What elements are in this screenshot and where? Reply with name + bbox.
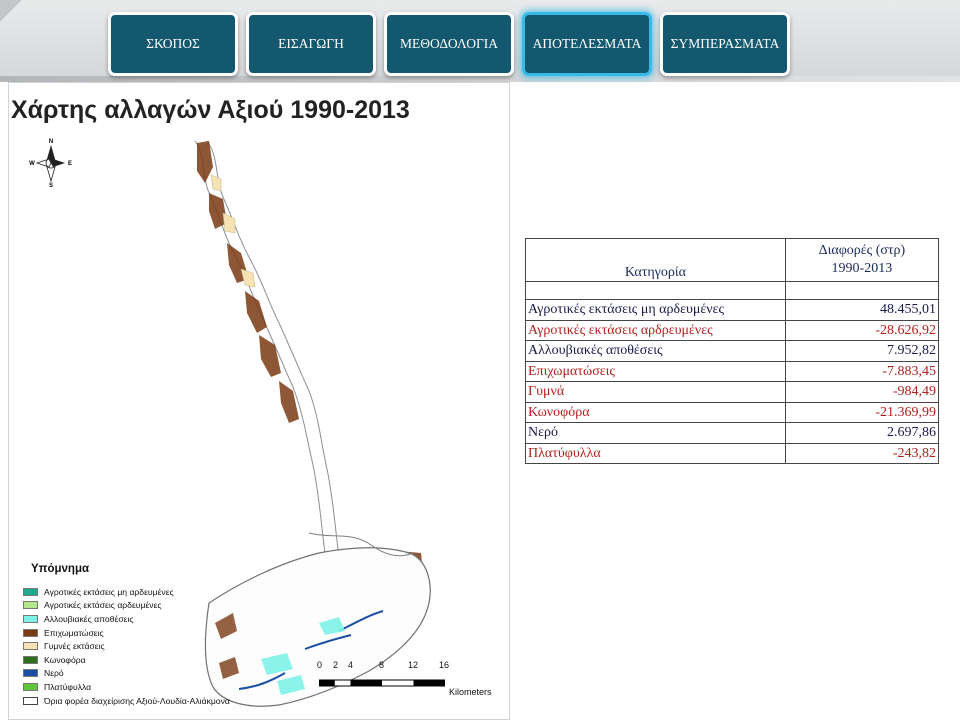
spacer-cell xyxy=(785,282,938,300)
compass-s-label: S xyxy=(48,183,54,187)
legend-swatch xyxy=(23,669,38,677)
table-row xyxy=(526,443,939,464)
scale-unit: Kilometers xyxy=(449,687,492,697)
legend-label: Αγροτικές εκτάσεις μη αρδευμένες xyxy=(44,586,174,597)
row-category: Επιχωματώσεις xyxy=(526,361,786,382)
scale-tick: 0 xyxy=(317,660,323,670)
legend-label: Επιχωματώσεις xyxy=(44,627,104,638)
nav-button-symperasmata[interactable]: ΣΥΜΠΕΡΑΣΜΑΤΑ xyxy=(660,12,790,76)
row-value: 2.697,86 xyxy=(785,423,938,444)
row-value: -7.883,45 xyxy=(785,361,938,382)
table-header-row xyxy=(526,239,939,282)
change-map-panel xyxy=(8,82,510,720)
compass-e-label: E xyxy=(67,161,73,167)
row-category: Κωνοφόρα xyxy=(526,402,786,423)
legend-item xyxy=(23,639,230,653)
scale-tick: 8 xyxy=(379,660,385,670)
nav-button-skopos[interactable]: ΣΚΟΠΟΣ xyxy=(108,12,238,76)
corner-decoration xyxy=(0,0,22,22)
map-legend xyxy=(23,563,230,707)
table-row xyxy=(526,300,939,321)
legend-swatch xyxy=(23,601,38,609)
legend-item xyxy=(23,667,230,681)
table-body xyxy=(526,282,939,464)
legend-label: Κωνοφόρα xyxy=(44,654,86,665)
table-row xyxy=(526,382,939,403)
table-spacer-row xyxy=(526,282,939,300)
legend-label: Αλλουβιακές αποθέσεις xyxy=(44,613,134,624)
legend-item xyxy=(23,653,230,667)
row-value: -984,49 xyxy=(785,382,938,403)
row-category: Αγροτικές εκτάσεις αρδρευμένες xyxy=(526,320,786,341)
nav-button-apotelesmata[interactable]: ΑΠΟΤΕΛΕΣΜΑΤΑ xyxy=(522,12,652,76)
change-statistics-table xyxy=(525,238,939,464)
legend-swatch xyxy=(23,629,38,637)
map-title: Χάρτης αλλαγών Αξιού 1990-2013 xyxy=(11,96,410,124)
legend-label: Αγροτικές εκτάσεις αρδευμένες xyxy=(44,600,162,611)
header-value-line2: 1990-2013 xyxy=(831,261,893,276)
row-value: -243,82 xyxy=(785,443,938,464)
legend-item xyxy=(23,694,230,708)
row-category: Αλλουβιακές αποθέσεις xyxy=(526,341,786,362)
legend-item xyxy=(23,612,230,626)
legend-label: Νερό xyxy=(44,668,64,679)
row-value: -21.369,99 xyxy=(785,402,938,423)
main-navigation xyxy=(108,12,790,76)
header-value-line1: Διαφορές (στρ) xyxy=(818,243,906,258)
table-row xyxy=(526,423,939,444)
table-row xyxy=(526,341,939,362)
legend-title: Υπόμνημα xyxy=(31,563,90,575)
legend-item xyxy=(23,680,230,694)
row-category: Γυμνά xyxy=(526,382,786,403)
table-row xyxy=(526,361,939,382)
header-category: Κατηγορία xyxy=(526,239,786,282)
table-row xyxy=(526,402,939,423)
north-arrow-icon xyxy=(29,137,73,187)
compass-w-label: W xyxy=(29,161,35,167)
scale-tick: 12 xyxy=(408,660,419,670)
legend-label: Γυμνές εκτάσεις xyxy=(44,641,105,652)
spacer-cell xyxy=(526,282,786,300)
row-value: -28.626,92 xyxy=(785,320,938,341)
row-category: Νερό xyxy=(526,423,786,444)
scale-tick: 2 xyxy=(333,660,339,670)
legend-swatch xyxy=(23,697,38,705)
legend-label: Όρια φορέα διαχείρισης Αξιού-Λουδία-Αλιάκμονα xyxy=(44,695,230,706)
legend-swatch xyxy=(23,656,38,664)
legend-item xyxy=(23,585,230,599)
legend-swatch xyxy=(23,642,38,650)
legend-item xyxy=(23,599,230,613)
scale-bar-graphic xyxy=(319,678,445,688)
nav-button-methodologia[interactable]: ΜΕΘΟΔΟΛΟΓΙΑ xyxy=(384,12,514,76)
top-banner xyxy=(0,0,960,82)
row-category: Πλατύφυλλα xyxy=(526,443,786,464)
header-value xyxy=(785,239,938,282)
row-category: Αγροτικές εκτάσεις μη αρδευμένες xyxy=(526,300,786,321)
table-row xyxy=(526,320,939,341)
legend-items xyxy=(23,585,230,707)
row-value: 7.952,82 xyxy=(785,341,938,362)
legend-swatch xyxy=(23,588,38,596)
row-value: 48.455,01 xyxy=(785,300,938,321)
scale-bar xyxy=(317,660,492,697)
scale-tick: 4 xyxy=(348,660,354,670)
nav-button-eisagogi[interactable]: ΕΙΣΑΓΩΓΗ xyxy=(246,12,376,76)
compass-n-label: N xyxy=(48,139,54,145)
legend-label: Πλατύφυλλα xyxy=(44,681,92,692)
scale-tick: 16 xyxy=(439,660,450,670)
legend-swatch xyxy=(23,683,38,691)
legend-item xyxy=(23,626,230,640)
legend-swatch xyxy=(23,615,38,623)
